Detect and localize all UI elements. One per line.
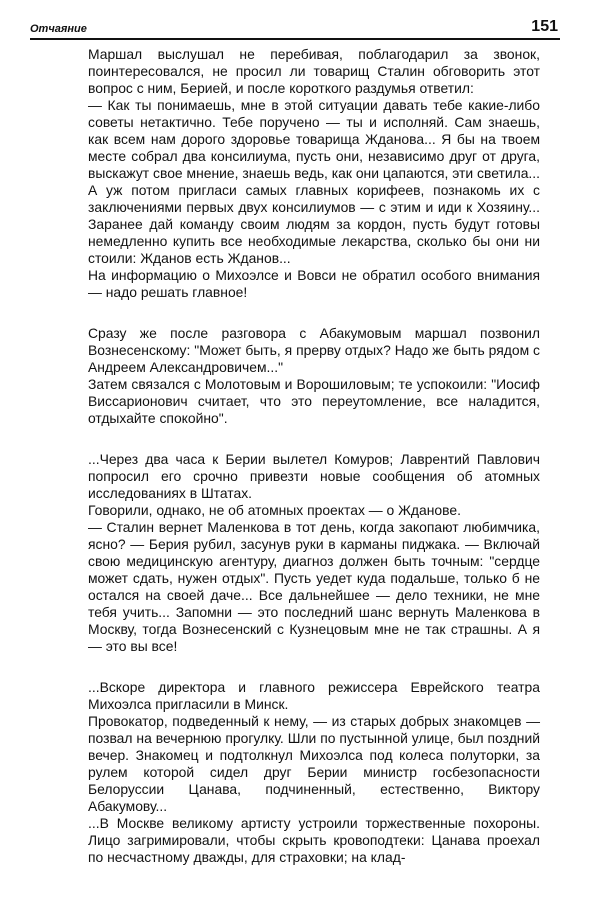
page-header — [30, 8, 560, 40]
paragraph: ...Вскоре директора и главного режиссера Еврейского театра Михоэлса пригласили в Минск. — [88, 679, 540, 712]
paragraph: Затем связался с Молотовым и Ворошиловым; те успокоили: "Иосиф Виссарионович считает, что это переутомление, все наладится, отдыхайте спокойно". — [88, 376, 540, 426]
paragraph: Маршал выслушал не перебивая, поблагодарил за звонок, поинтересовался, не просил ли товарищ Сталин обговорить этот вопрос с ним, Берией, и после короткого раздумья ответил: — [88, 46, 540, 96]
section-break — [88, 301, 540, 325]
paragraph: Говорили, однако, не об атомных проектах — о Жданове. — [88, 502, 461, 518]
paragraph: Сразу же после разговора с Абакумовым маршал позвонил Вознесенскому: "Может быть, я прерву отдых? Надо же быть рядом с Андреем Александровичем..." — [88, 325, 540, 375]
paragraph: На информацию о Михоэлсе и Вовси не обратил особого внимания — надо решать главное! — [88, 267, 540, 300]
paragraph: ...Через два часа к Берии вылетел Комуров; Лаврентий Павлович попросил его срочно привезти новые сообщения об атомных исследованиях в Штатах. — [88, 451, 540, 501]
paragraph: ...В Москве великому артисту устроили торжественные похороны. Лицо загримировали, чтобы скрыть кровоподтеки: Цанава проехал по несчастному дважды, для страховки; на клад- — [88, 815, 540, 865]
paragraph: — Как ты понимаешь, мне в этой ситуации давать тебе какие-либо советы нетактично. Тебе поручено — ты и исполняй. Сам знаешь, как всем нам дорого здоровье товарища Жданова... Я бы на твоем месте собрал два консилиума, пусть они, независимо друг от друга, выскажут свое мнение, знаешь ведь, как они цапаются, эти светила... А уж потом пригласи самых главных корифеев, познакомь их с заключениями первых двух консилиумов — с этим и иди к Хозяину... Заранее дай команду своим людям за кордон, пусть будут готовы немедленно купить все необходимые лекарства, сколько бы они ни стоили: Жданов есть Жданов... — [88, 97, 540, 266]
section-break — [88, 655, 540, 679]
page-number: 151 — [531, 18, 558, 35]
running-title: Отчаяние — [30, 23, 87, 35]
page-body — [88, 46, 540, 866]
paragraph: — Сталин вернет Маленкова в тот день, когда закопают любимчика, ясно? — Берия рубил, засунув руки в карманы пиджака. — Включай свою медицинскую агентуру, диагноз должен быть точным: "сердце может сдать, нужен отдых". Пусть уедет куда подальше, только б не остался на своей даче... Все дальнейшее — дело техники, не мне тебя учить... Запомни — это последний шанс вернуть Маленкова в Москву, тогда Вознесенский с Кузнецовым мне не так страшны. А я — это вы все! — [88, 519, 540, 654]
paragraph: Провокатор, подведенный к нему, — из старых добрых знакомцев — позвал на вечернюю прогулку. Шли по пустынной улице, был поздний вечер. Знакомец и подтолкнул Михоэлса под колеса полуторки, за рулем которой сидел друг Берии министр госбезопасности Белоруссии Цанава, подчиненный, естественно, Виктору Абакумову... — [88, 713, 540, 814]
section-break — [88, 427, 540, 451]
